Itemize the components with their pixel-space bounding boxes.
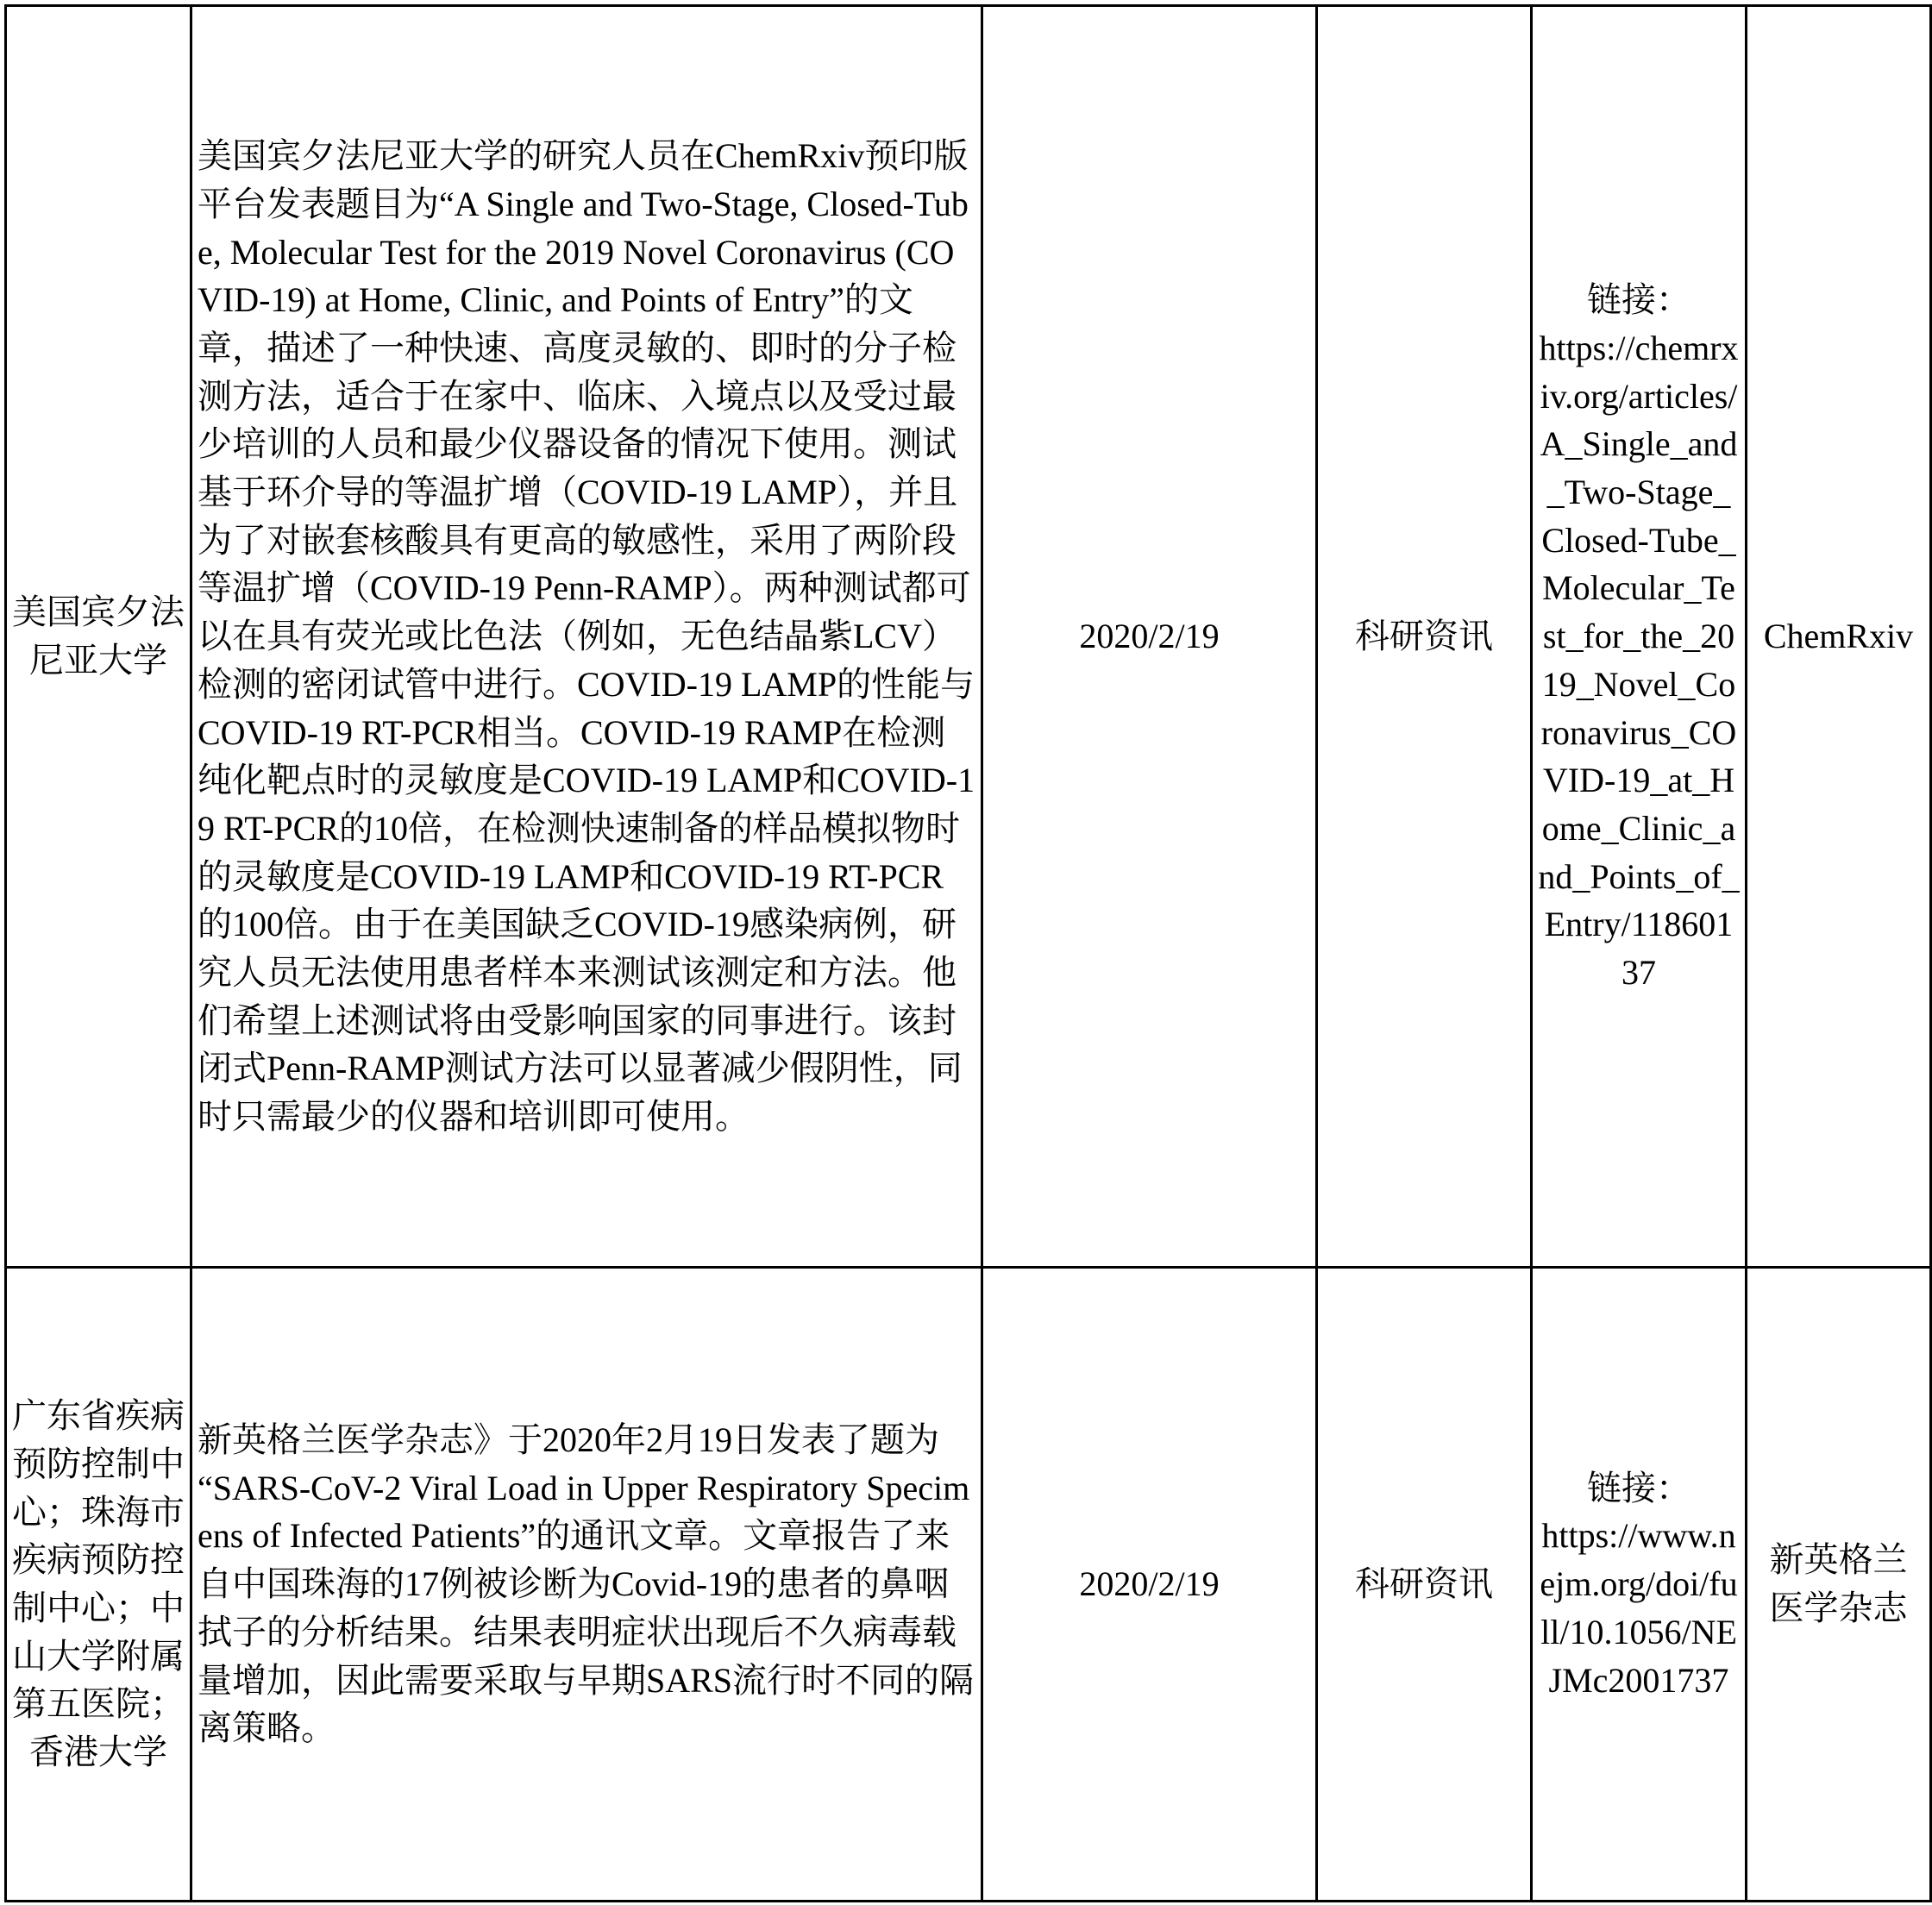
link-label: 链接：: [1587, 280, 1690, 320]
source-cell: 新英格兰医学杂志: [1747, 1268, 1931, 1902]
link-url[interactable]: https://www.nejm.org/doi/full/10.1056/NEJMc2001737: [1540, 1516, 1738, 1700]
table-row: [6, 6, 1931, 1268]
summary-cell: 美国宾夕法尼亚大学的研究人员在ChemRxiv预印版平台发表题目为“A Single and Two-Stage, Closed-Tube, Molecular Test for the 2019 Novel Coronavirus (COVID-19) at Home, Clinic, and Points of Entry”的文章，描述了一种快速、高度灵敏的、即时的分子检测方法，适合于在家中、临床、入境点以及受过最少培训的人员和最少仪器设备的情况下使用。测试基于环介导的等温扩增（COVID-19 LAMP），并且为了对嵌套核酸具有更高的敏感性，采用了两阶段等温扩增（COVID-19 Penn-RAMP）。两种测试都可以在具有荧光或比色法（例如，无色结晶紫LCV）检测的密闭试管中进行。COVID-19 LAMP的性能与COVID-19 RT-PCR相当。COVID-19 RAMP在检测纯化靶点时的灵敏度是COVID-19 LAMP和COVID-19 RT-PCR的10倍，在检测快速制备的样品模拟物时的灵敏度是COVID-19 LAMP和COVID-19 RT-PCR的100倍。由于在美国缺乏COVID-19感染病例，研究人员无法使用患者样本来测试该测定和方法。他们希望上述测试将由受影响国家的同事进行。该封闭式Penn-RAMP测试方法可以显著减少假阴性，同时只需最少的仪器和培训即可使用。: [191, 6, 982, 1268]
link-url[interactable]: https://chemrxiv.org/articles/A_Single_and_Two-Stage_Closed-Tube_Molecular_Test_for_the_2019_Novel_Coronavirus_COVID-19_at_Home_Clinic_and_Points_of_Entry/11860137: [1538, 328, 1740, 993]
link-cell: [1532, 1268, 1747, 1902]
news-table: [4, 4, 1932, 1902]
source-cell: ChemRxiv: [1747, 6, 1931, 1268]
date-cell: 2020/2/19: [982, 6, 1317, 1268]
organization-cell: 美国宾夕法尼亚大学: [6, 6, 191, 1268]
category-cell: 科研资讯: [1317, 1268, 1532, 1902]
table-row: [6, 1268, 1931, 1902]
link-cell: [1532, 6, 1747, 1268]
link-label: 链接：: [1587, 1468, 1690, 1507]
date-cell: 2020/2/19: [982, 1268, 1317, 1902]
category-cell: 科研资讯: [1317, 6, 1532, 1268]
organization-cell: 广东省疾病预防控制中心；珠海市疾病预防控制中心；中山大学附属第五医院；香港大学: [6, 1268, 191, 1902]
summary-cell: 新英格兰医学杂志》于2020年2月19日发表了题为 “SARS-CoV-2 Viral Load in Upper Respiratory Specimens of Infected Patients”的通讯文章。文章报告了来自中国珠海的17例被诊断为Covid-19的患者的鼻咽拭子的分析结果。结果表明症状出现后不久病毒载量增加，因此需要采取与早期SARS流行时不同的隔离策略。: [191, 1268, 982, 1902]
